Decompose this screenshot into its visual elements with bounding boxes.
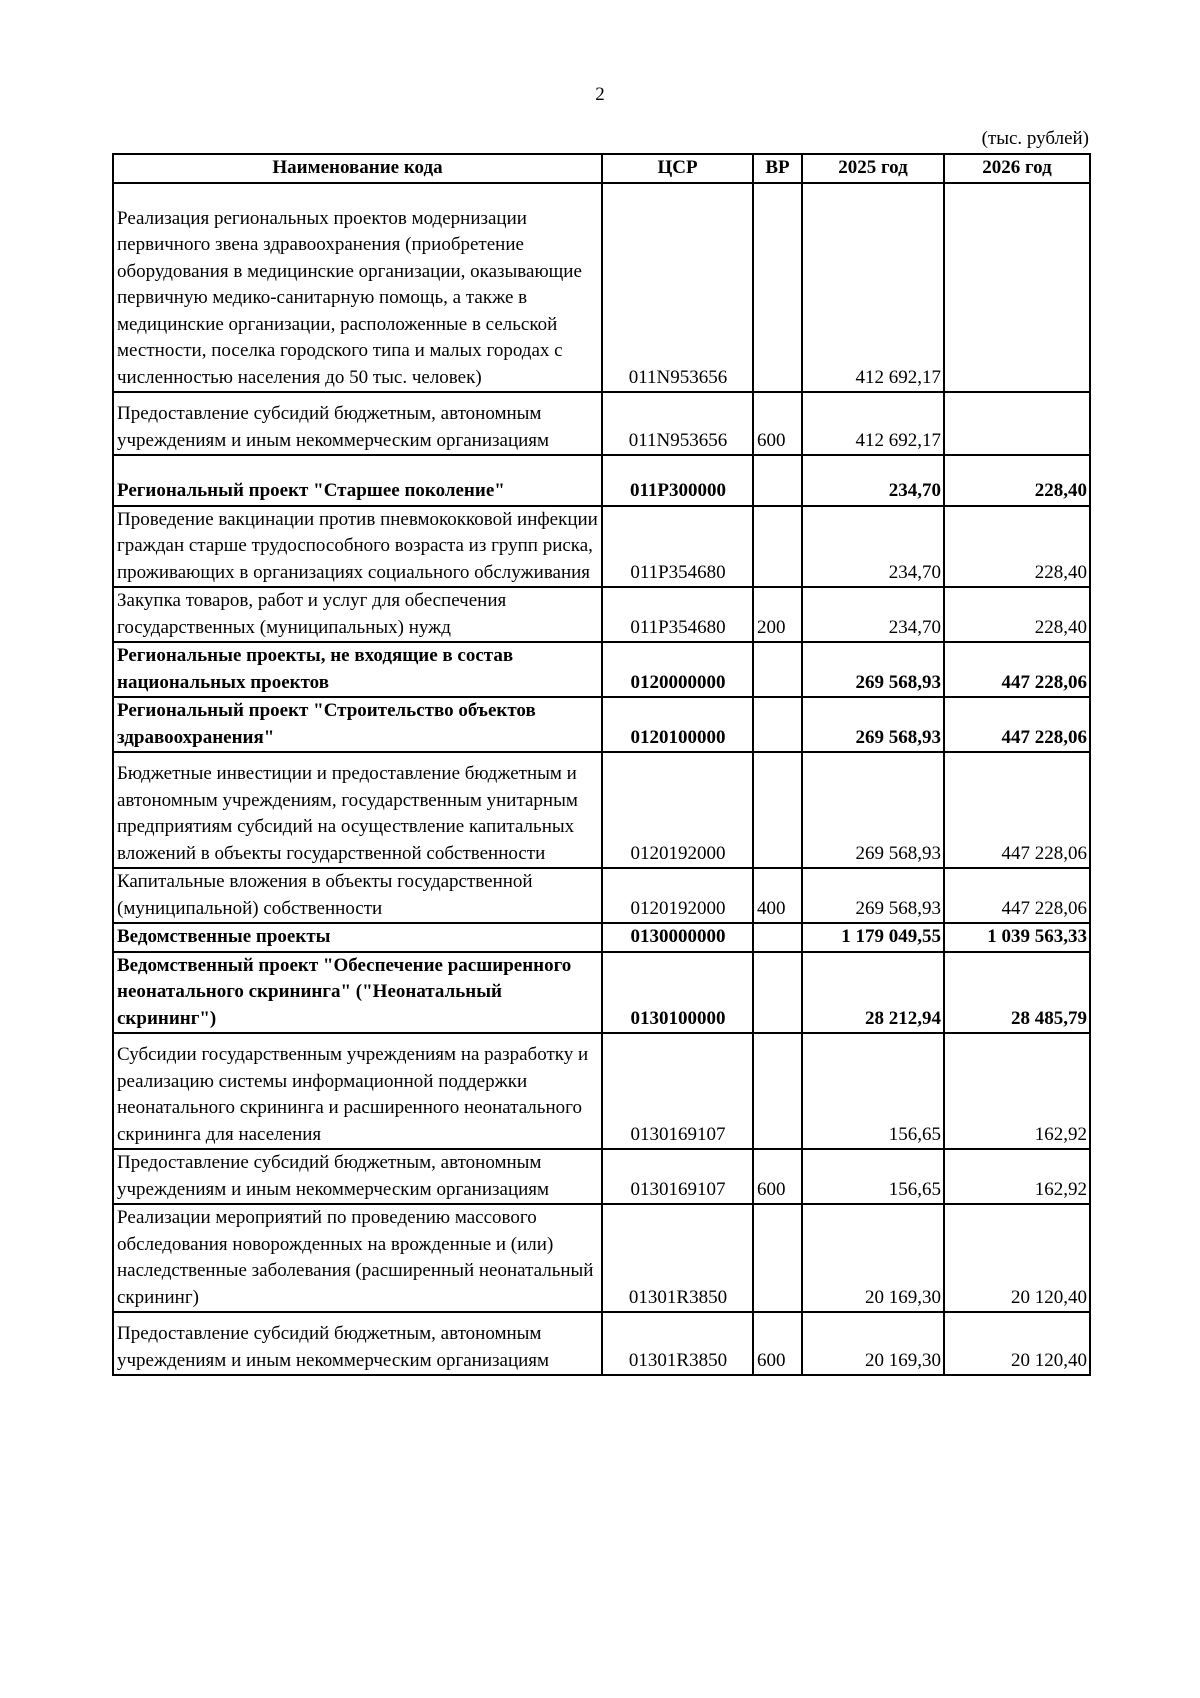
row-2025: 156,65 [802,1149,944,1204]
table-row [113,506,1090,588]
row-2026: 228,40 [944,506,1090,588]
row-csr: 011N953656 [602,183,753,393]
row-name: Капитальные вложения в объекты государственной (муниципальной) собственности [113,868,602,923]
table-row [113,587,1090,642]
row-name: Предоставление субсидий бюджетным, автономным учреждениям и иным некоммерческим организациям [113,1149,602,1204]
row-vr: 600 [753,1312,802,1375]
row-csr: 011P300000 [602,455,753,506]
row-name: Закупка товаров, работ и услуг для обеспечения государственных (муниципальных) нужд [113,587,602,642]
row-csr: 0120000000 [602,642,753,697]
row-2026: 447 228,06 [944,752,1090,868]
table-row [113,183,1090,393]
page-number: 2 [595,84,605,105]
row-csr: 0130169107 [602,1149,753,1204]
table-header-row [113,154,1090,183]
row-vr [753,952,802,1034]
row-vr: 200 [753,587,802,642]
row-2026 [944,392,1090,455]
row-name: Предоставление субсидий бюджетным, автономным учреждениям и иным некоммерческим организациям [113,392,602,455]
row-name: Реализации мероприятий по проведению массового обследования новорожденных на врожденные и (или) наследственные заболевания (расширенный неонатальный скрининг) [113,1204,602,1312]
row-name: Реализация региональных проектов модернизации первичного звена здравоохранения (приобретение оборудования в медицинские организации, оказывающие первичную медико-санитарную помощь, а также в медицинские организации, расположенные в сельской местности, поселка городского типа и малых городах с численностью населения до 50 тыс. человек) [113,183,602,393]
row-csr: 011P354680 [602,506,753,588]
table-row [113,1312,1090,1375]
header-vr: ВР [753,154,802,183]
table-row [113,868,1090,923]
units-label: (тыс. рублей) [981,128,1089,149]
row-2025: 234,70 [802,587,944,642]
row-2025: 269 568,93 [802,752,944,868]
row-vr [753,697,802,752]
header-name: Наименование кода [113,154,602,183]
row-2025: 1 179 049,55 [802,923,944,952]
row-vr [753,642,802,697]
row-2026: 1 039 563,33 [944,923,1090,952]
row-2025: 412 692,17 [802,183,944,393]
row-csr: 0130169107 [602,1033,753,1149]
row-csr: 0120100000 [602,697,753,752]
row-csr: 011N953656 [602,392,753,455]
row-name: Региональный проект "Старшее поколение" [113,455,602,506]
row-2026: 162,92 [944,1033,1090,1149]
table-row [113,952,1090,1034]
row-2025: 269 568,93 [802,868,944,923]
row-2026: 447 228,06 [944,642,1090,697]
row-vr [753,183,802,393]
row-vr [753,923,802,952]
row-2025: 234,70 [802,455,944,506]
row-name: Проведение вакцинации против пневмококковой инфекции граждан старше трудоспособного возраста из групп риска, проживающих в организациях социального обслуживания [113,506,602,588]
row-csr: 0120192000 [602,752,753,868]
row-2025: 28 212,94 [802,952,944,1034]
table-row [113,642,1090,697]
row-name: Ведомственные проекты [113,923,602,952]
row-name: Бюджетные инвестиции и предоставление бюджетным и автономным учреждениям, государственным унитарным предприятиям субсидий на осуществление капитальных вложений в объекты государственной собственности [113,752,602,868]
row-2026: 20 120,40 [944,1312,1090,1375]
row-vr [753,752,802,868]
header-csr: ЦСР [602,154,753,183]
row-csr: 011P354680 [602,587,753,642]
table-row [113,923,1090,952]
row-vr [753,455,802,506]
row-csr: 0130000000 [602,923,753,952]
row-csr: 0130100000 [602,952,753,1034]
row-name: Региональные проекты, не входящие в состав национальных проектов [113,642,602,697]
row-2025: 269 568,93 [802,697,944,752]
table-row [113,697,1090,752]
row-csr: 01301R3850 [602,1312,753,1375]
row-csr: 01301R3850 [602,1204,753,1312]
row-2025: 20 169,30 [802,1312,944,1375]
row-name: Субсидии государственным учреждениям на разработку и реализацию системы информационной поддержки неонатального скрининга и расширенного неонатального скрининга для населения [113,1033,602,1149]
table-row [113,1204,1090,1312]
table-row [113,392,1090,455]
row-2026: 162,92 [944,1149,1090,1204]
row-2026: 28 485,79 [944,952,1090,1034]
row-vr: 600 [753,1149,802,1204]
row-vr: 400 [753,868,802,923]
table-row [113,752,1090,868]
row-2025: 20 169,30 [802,1204,944,1312]
row-2026: 228,40 [944,455,1090,506]
row-2026 [944,183,1090,393]
row-2025: 234,70 [802,506,944,588]
row-vr [753,1204,802,1312]
row-2026: 20 120,40 [944,1204,1090,1312]
header-2025: 2025 год [802,154,944,183]
table-row [113,1149,1090,1204]
budget-table [112,153,1091,1376]
row-name: Региональный проект "Строительство объектов здравоохранения" [113,697,602,752]
row-2025: 412 692,17 [802,392,944,455]
row-vr: 600 [753,392,802,455]
header-2026: 2026 год [944,154,1090,183]
row-2025: 156,65 [802,1033,944,1149]
row-2026: 228,40 [944,587,1090,642]
row-csr: 0120192000 [602,868,753,923]
table-row [113,1033,1090,1149]
row-vr [753,1033,802,1149]
row-name: Ведомственный проект "Обеспечение расширенного неонатального скрининга" ("Неонатальный скрининг") [113,952,602,1034]
row-2026: 447 228,06 [944,697,1090,752]
row-2026: 447 228,06 [944,868,1090,923]
row-name: Предоставление субсидий бюджетным, автономным учреждениям и иным некоммерческим организациям [113,1312,602,1375]
table-row [113,455,1090,506]
row-2025: 269 568,93 [802,642,944,697]
row-vr [753,506,802,588]
